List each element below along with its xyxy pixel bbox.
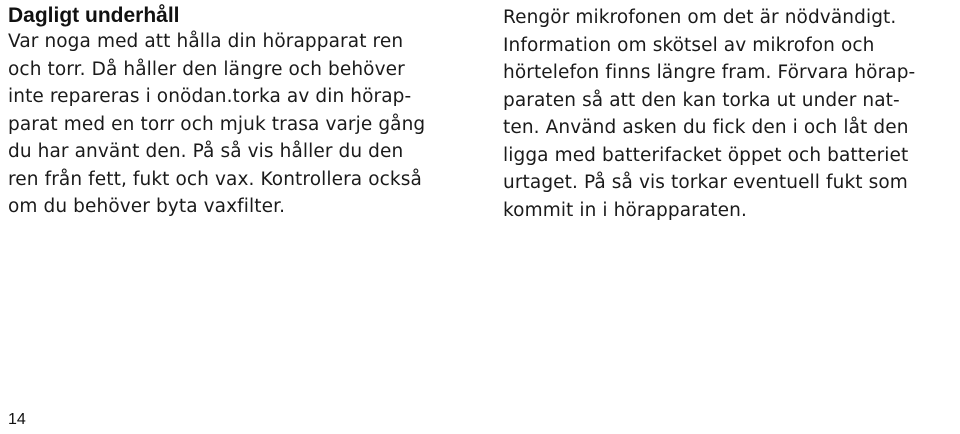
text-line: du har använt den. På så vis håller du den [8,141,404,162]
text-line: ligga med batterifacket öppet och batteriet [503,144,909,166]
text-line: Var noga med att hålla din hörapparat ren [8,31,404,52]
text-line: och torr. Då håller den längre och behöver [8,58,405,80]
text-line: Information om skötsel av mikrofon och [503,34,875,56]
page-number: 14 [8,411,26,428]
maintenance-paragraph [8,28,478,221]
microphone-paragraph [503,4,953,224]
text-line: kommit in i hörapparaten. [503,199,747,221]
text-line: inte repareras i onödan.torka av din hörap- [8,86,412,107]
section-heading: Dagligt underhåll [8,4,180,27]
left-column [8,4,478,221]
text-line: Rengör mikrofonen om det är nödvändigt. [503,7,897,28]
text-line: parat med en torr och mjuk trasa varje gång [8,113,426,135]
text-line: ren från fett, fukt och vax. Kontrollera också [8,168,422,190]
right-column [503,4,953,224]
text-line: hörtelefon finns längre fram. Förvara hörap- [503,62,916,83]
text-line: ten. Använd asken du fick den i och låt den [503,117,909,138]
text-line: urtaget. På så vis torkar eventuell fukt som [503,172,908,193]
text-line: paraten så att den kan torka ut under nat- [503,89,900,111]
text-line: om du behöver byta vaxfilter. [8,196,286,217]
